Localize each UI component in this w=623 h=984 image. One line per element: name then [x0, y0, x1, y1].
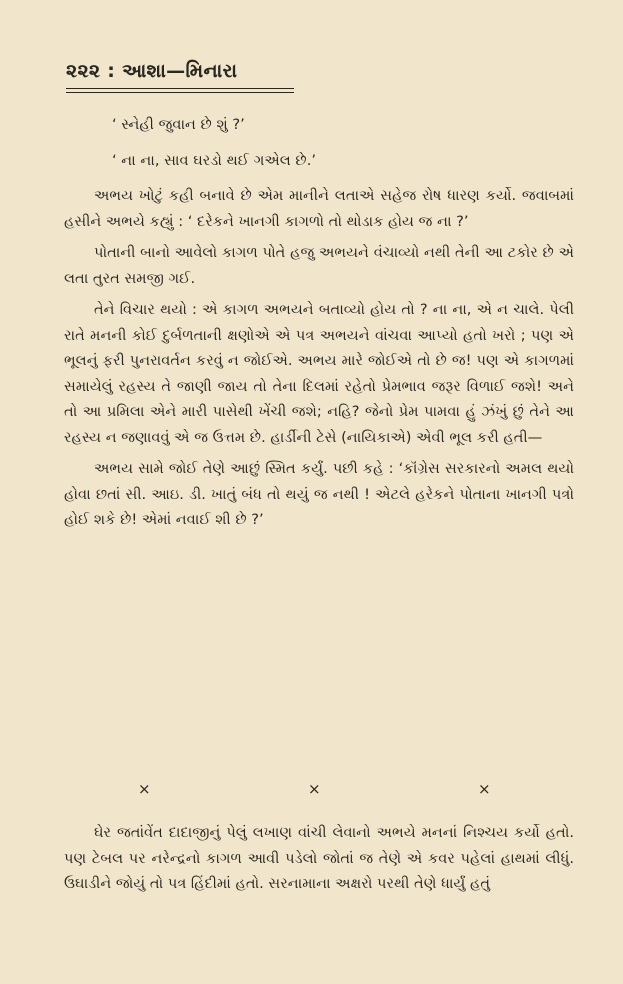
header-underline-second — [66, 92, 294, 93]
text-block-top — [64, 112, 574, 533]
paragraph: ઘેર જતાંવેંત દાદાજીનું પેલું લખાણ વાંચી લેવાનો અભયે મનનાં નિશ્ચય કર્યો હતો. પણ ટેબલ પર નરેન્દ્રનો કાગળ આવી પડેલો જોતાં જ તેણે એ કવર પહેલાં હાથમાં લીધું. ઉઘાડીને જોયું તો પત્ર હિંદીમાં હતો. સરનામાના અક્ષરો પરથી તેણે ધાર્યું હતું — [64, 824, 574, 892]
paragraph: તેને વિચાર થયો : એ કાગળ અભયને બતાવ્યો હોય તો ? ના ના, એ ન ચાલે. પેલી રાતે મનની કોઈ દુર્બળતાની ક્ષણોએ એ પત્ર અભયને વાંચવા આપ્યો હતો ખરો ; પણ એ ભૂલનું ફરી પુનરાવર્તન કરવું ન જોઈએ. અભય મારે જોઈએ તો છે જ! પણ એ કાગળમાં સમાયેલું રહસ્ય તે જાણી જાય તો તેના દિલમાં રહેતો પ્રેમભાવ જરૂર વિળાઈ જશે! અને તો આ પ્રમિલા એને મારી પાસેથી ખેંચી જશે; નહિ? જેનો પ્રેમ પામવા હું ઝંખું છું તેને આ રહસ્ય ન જણાવવું એ જ ઉત્તમ છે. હાર્ડીની ટેસે (નાયિકાએ) એવી ભૂલ કરી હતી— — [64, 301, 574, 446]
section-separator-mark: × — [308, 780, 321, 798]
section-separator-mark: × — [478, 780, 491, 798]
dialogue-line: ‘ સ્નેહી જુવાન છે શું ?’ — [112, 116, 245, 133]
header-underline — [66, 88, 294, 89]
dialogue-line: ‘ ના ના, સાવ ઘરડો થઈ ગએલ છે.’ — [112, 151, 316, 169]
paragraph: પોતાની બાનો આવેલો કાગળ પોતે હજુ અભયને વંચાવ્યો નથી તેની આ ટકોર છે એ લતા તુરત સમજી ગઈ. — [64, 244, 574, 287]
paragraph: અભય સામે જોઈ તેણે આછું સ્મિત કર્યું. પછી કહે : ‘કૉંગ્રેસ સરકારનો અમલ થયો હોવા છતાં સી. આઇ. ડી. ખાતું બંધ તો થયું જ નથી ! એટલે હરેકને પોતાના ખાનગી પત્રો હોઈ શકે છે! એમાં નવાઈ શી છે ?’ — [64, 460, 574, 528]
page-header: ૨૨૨ : આશા—મિનારા — [66, 60, 238, 82]
paragraph: અભય ખોટું કહી બનાવે છે એમ માનીને લતાએ સહેજ રોષ ધારણ કર્યો. જવાબમાં હસીને અભયે કહ્યું : ‘ દરેકને ખાનગી કાગળો તો થોડાક હોય જ ના ?’ — [64, 187, 574, 230]
text-block-bottom — [64, 820, 574, 897]
section-separator-mark: × — [138, 780, 151, 798]
